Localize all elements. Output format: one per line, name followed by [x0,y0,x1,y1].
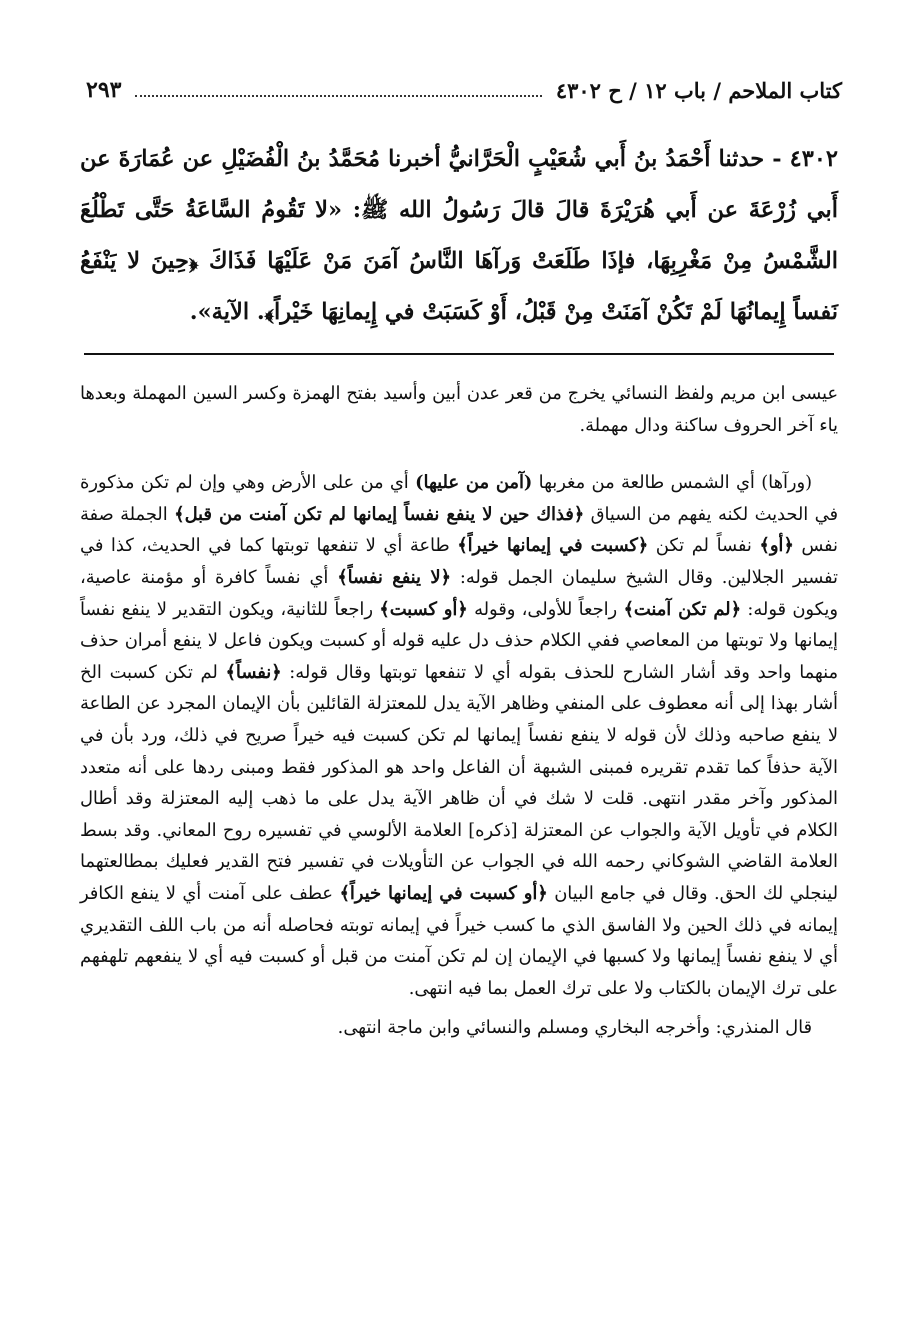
quran-quote: ﴿فذاك حين لا ينفع نفساً إيمانها لم تكن آمنت من قبل﴾ [174,503,585,525]
chapter-title: كتاب الملاحم / باب ١٢ / ح ٤٣٠٢ [555,77,842,103]
commentary-text: طاعة أي لا تنفعها توبتها كما في الحديث، كذا في تفسير الجلالين. وقال الشيخ سليمان الجمل قوله: [80,535,838,588]
commentary-text: نفساً لم تكن [648,535,760,557]
footnote-continuation: عيسى ابن مريم ولفظ النسائي يخرج من قعر عدن أبين وأسيد بفتح الهمزة وكسر السين المهملة وبعدها ياء آخر الحروف ساكنة ودال مهملة. [80,383,838,436]
footnote-divider [84,353,834,355]
commentary-text: راجعاً للأولى، وقوله [467,598,624,620]
commentary-text: راجعاً للثانية، ويكون التقدير لا ينفع نفساً إيمانها ولا توبتها من المعاصي ففي الكلام حذف دل عليه قوله أو كسبت ويكون فاعل لا ينفع أمران حذف منهما واحد وقد أشار الشارح للحذف بقوله أي لا تنفعها توبتها وقال قوله: [80,598,838,683]
quran-quote: ﴿أو﴾ [759,535,794,557]
footnotes [80,378,838,1044]
commentary-text: لم تكن كسبت الخ أشار بهذا إلى أنه معطوف على المنفي وظاهر الآية يدل للمعتزلة القائلين بأن الإيمان المجرد عن الطاعة لا ينفع صاحبه وذلك لأن قوله لا ينفع نفساً إيمانها لم تكن كسبت فيه خيراً صريح في ذلك، ورد بأن في الآية حذفاً كما تقدم تقريره فمبنى الشبهة أن الفاعل واحد هو المذكور فقط ومبنى ردها على أنه متعدد المذكور وآخر مقدر انتهى. قلت لا شك في أن ظاهر الآية يدل على ما ذهب إليه المعتزلة وقد أطال الكلام في تأويل الآية والجواب عن المعتزلة [ذكره] العلامة الألوسي في تفسيره روح المعاني. وقد بسط العلامة القاضي الشوكاني رحمه الله في الجواب عن التأويلات في تفسير فتح القدير فعليك بمطالعتهما لينجلي لك الحق. وقال في جامع البيان [80,661,839,904]
page-number: ٢٩٣ [86,77,122,103]
hadith-body: حدثنا أَحْمَدُ بنُ أَبي شُعَيْبٍ الْحَرَّانيُّ أخبرنا مُحَمَّدُ بنُ الْفُضَيْلِ عن عُمَارَةَ عن أَبي زُرْعَةَ عن أَبي هُرَيْرَةَ قالَ قالَ رَسُولُ الله ﷺ: «لا تَقُومُ السَّاعَةُ حَتَّى تَطْلُعَ الشَّمْسُ مِنْ مَغْرِبِهَا، فإذَا طَلَعَتْ وَرآهَا النَّاسُ آمَنَ مَنْ عَلَيْهَا فَذَاكَ ﴿حِينَ لا يَنْفَعُ نَفساً إِيمانُهَا لَمْ تَكُنْ آمَنَتْ مِنْ قَبْلُ، أَوْ كَسَبَتْ في إِيمانِهَا خَيْراً﴾. الآية». [80,146,838,325]
quran-quote: ﴿نفساً﴾ [225,661,282,683]
quran-quote: ﴿لا ينفع نفساً﴾ [337,566,451,588]
quran-quote: ﴿أو كسبت﴾ [379,598,468,620]
commentary-text: (ورآها) أي الشمس طالعة من مغربها [532,472,813,494]
hadith-text [80,134,838,338]
footnote-closing: قال المنذري: وأخرجه البخاري ومسلم والنسائي وابن ماجة انتهى. [337,1017,812,1039]
quran-quote: ﴿لم تكن آمنت﴾ [623,598,742,620]
quran-quote: ﴿أو كسبت في إيمانها خيراً﴾ [339,882,548,904]
commentary-text: أي نفساً كافرة أو مؤمنة عاصية، ويكون قوله: [80,566,838,620]
commentary-text: عطف على آمنت أي لا ينفع الكافر إيمانه في ذلك الحين ولا الفاسق الذي ما كسب خيراً في إيمانه توبته فحاصله أنه من باب اللف التقديري أي لا ينفع نفساً إيمانها ولا كسبها في الإيمان إن لم تكن آمنت من قبل أو كسبت فيه أي لا ينفعهم تلهفهم على ترك الإيمان بالكتاب ولا على ترك العمل بما فيه انتهى. [80,882,838,999]
commentary-text: الجملة صفة نفس [80,503,838,557]
hadith-number: ٤٣٠٢ - [772,146,839,172]
commentary-text: أي من على الأرض وهي وإن لم تكن مذكورة في الحديث لكنه يفهم من السياق [80,472,839,525]
quran-quote: ﴿كسبت في إيمانها خيراً﴾ [457,535,649,557]
quoted-phrase: (آمن من عليها) [415,472,533,494]
running-header [86,70,842,110]
footnote-commentary [80,467,838,1004]
dot-leader [135,95,541,97]
